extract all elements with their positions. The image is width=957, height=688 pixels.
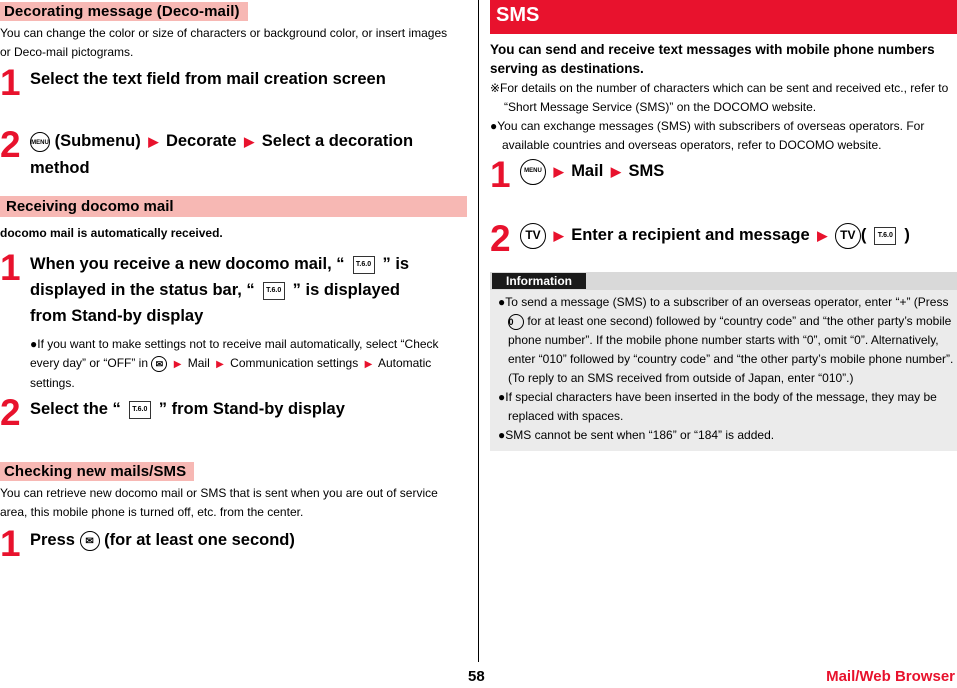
new-mail-icon: T.6.0	[129, 401, 151, 419]
info-item-overseas: ●To send a message (SMS) to a subscriber of an overseas operator, enter “+” (Press 0 for at least one second) followed by “country code” and “the other party’s mobile phone number”. If the mobile phone number starts with “0”, omit “0”. Alternatively, enter “010” followed by “country code” and “the other party’s mobile phone number”. (To reply to an SMS received from outside of Japan, enter “010”.)	[498, 295, 954, 385]
sms-title: SMS	[490, 0, 957, 34]
zero-key-icon: 0	[508, 314, 524, 330]
chapter-title: Mail/Web Browser	[826, 668, 955, 685]
menu-key-icon: MENU	[30, 132, 50, 152]
deco-step-1-text: Select the text field from mail creation screen	[30, 70, 386, 88]
checking-intro: You can retrieve new docomo mail or SMS that is sent when you are out of service area, this mobile phone is turned off, etc. from the center.	[0, 486, 438, 519]
sms-note-details: ※For details on the number of characters which can be sent and received etc., refer to “Short Message Service (SMS)” on the DOCOMO website.	[490, 81, 949, 114]
right-column	[490, 0, 957, 442]
information-box	[490, 272, 957, 451]
section-title-deco-mail: Decorating message (Deco-mail)	[0, 2, 248, 21]
column-divider	[478, 0, 479, 662]
deco-step-2: 2 MENU (Submenu) ▶ Decorate ▶ Select a decoration method	[0, 124, 414, 177]
info-item-special-chars: ●If special characters have been inserted in the body of the message, they may be replaced with spaces.	[498, 390, 937, 423]
arrow-icon: ▶	[244, 134, 255, 149]
page-number: 58	[468, 668, 485, 685]
camera-key-icon: TV	[520, 223, 546, 249]
menu-key-icon: MENU	[520, 159, 546, 185]
receiving-step-2: 2 Select the “ T.6.0 ” from Stand-by display	[0, 392, 345, 433]
deco-intro: You can change the color or size of characters or background color, or insert images or Deco-mail pictograms.	[0, 26, 448, 59]
information-label: Information	[492, 273, 586, 289]
send-icon: T.6.0	[874, 227, 896, 245]
deco-step-1: 1 Select the text field from mail creation screen	[0, 62, 386, 103]
new-mail-status-icon: T.6.0	[353, 256, 375, 274]
mail-key-icon: ✉	[80, 531, 100, 551]
checking-step-1: 1 Press ✉ (for at least one second)	[0, 523, 295, 564]
sms-step-1: 1 MENU ▶ Mail ▶ SMS	[490, 154, 665, 195]
receiving-intro: docomo mail is automatically received.	[0, 226, 223, 240]
info-item-186-184: ●SMS cannot be sent when “186” or “184” is added.	[498, 428, 775, 442]
sms-intro: You can send and receive text messages with mobile phone numbers serving as destinations.	[490, 42, 935, 76]
section-title-checking: Checking new mails/SMS	[0, 462, 194, 481]
new-mail-standby-icon: T.6.0	[263, 282, 285, 300]
sms-note-overseas: ●You can exchange messages (SMS) with subscribers of overseas operators. For available countries and overseas operators, refer to DOCOMO website.	[490, 119, 925, 152]
mail-key-icon: ✉	[151, 356, 167, 372]
receiving-bullet: ●If you want to make settings not to receive mail automatically, select “Check every day” or “OFF” in ✉ ▶ Mail ▶ Communication settings ▶ Automatic settings.	[30, 337, 439, 390]
sms-step-2: 2 TV ▶ Enter a recipient and message ▶ TV ( T.6.0 )	[490, 218, 910, 259]
section-title-receiving: Receiving docomo mail	[0, 196, 467, 217]
receiving-step-1: 1 When you receive a new docomo mail, “ T.6.0 ” is displayed in the status bar, “ T.6.0 ” is displayed from Stand-by display	[0, 247, 410, 325]
arrow-icon: ▶	[148, 134, 159, 149]
camera-key-icon: TV	[835, 223, 861, 249]
